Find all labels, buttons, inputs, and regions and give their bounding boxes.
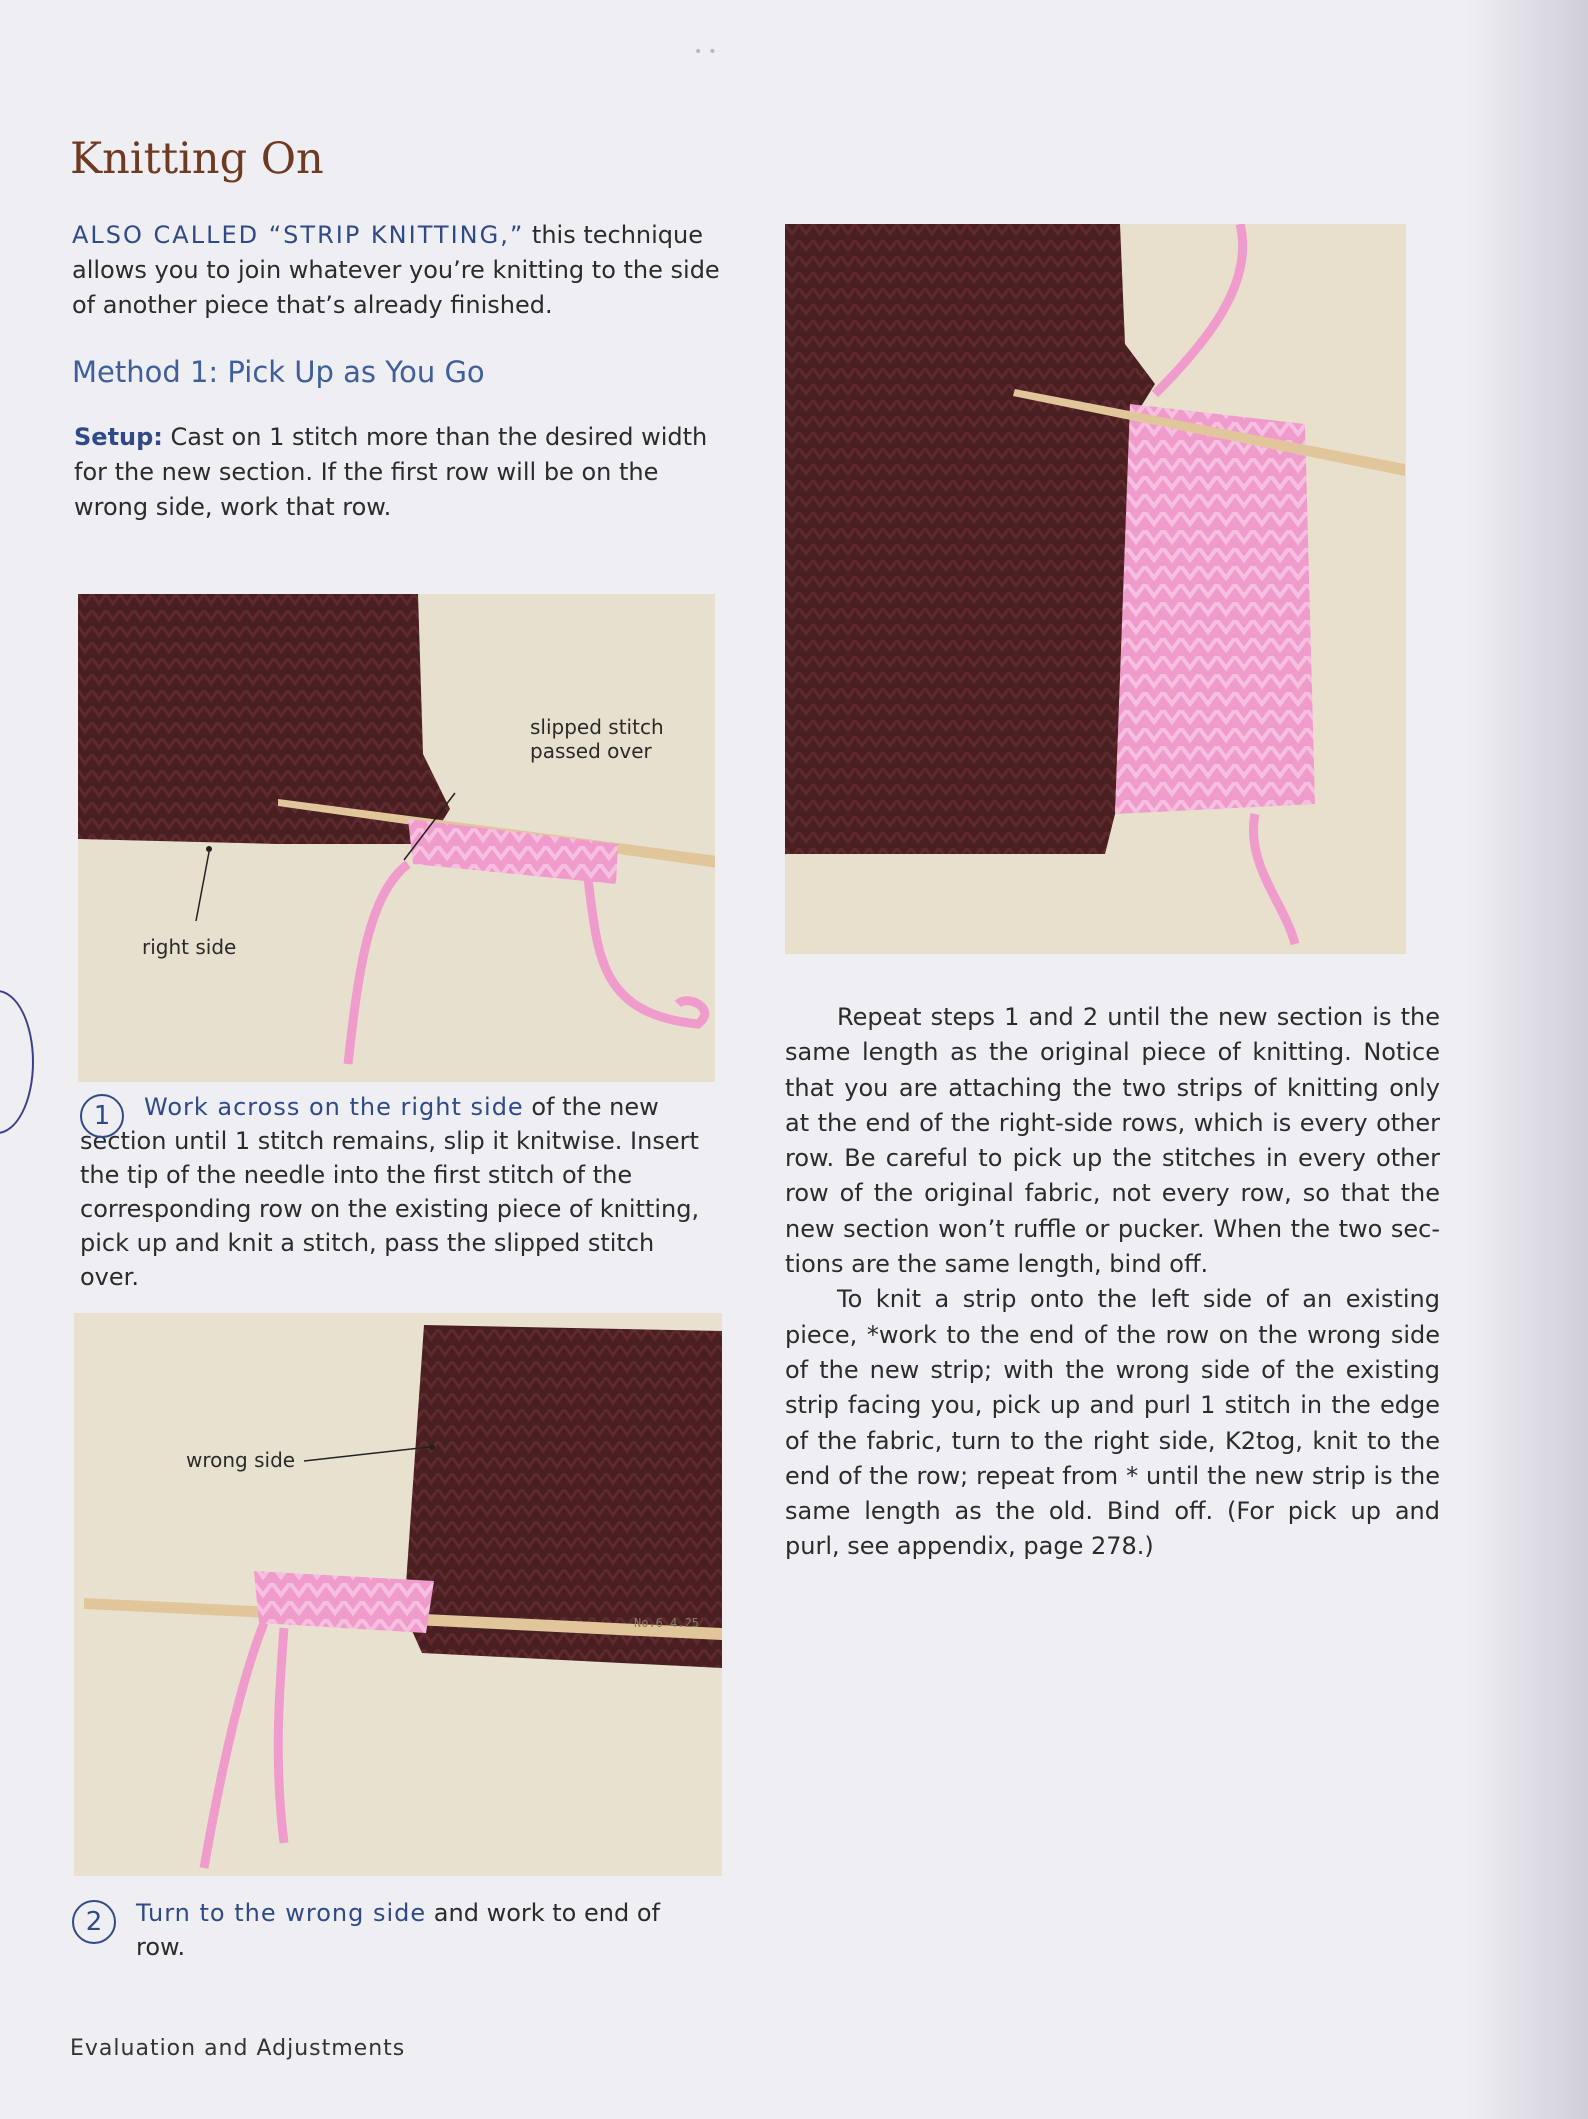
body-paragraph: Repeat steps 1 and 2 until the new section is the same length as the original piece of knitting. Notice that you are attaching the two strips of knitting only at the end of the right-side rows, which is every other row. Be careful to pick up the stitches in every other row of the original fabric, not every row, so that the new section won’t ruffle or pucker. When the two sec-tions are the same length, bind off. [785, 1003, 1440, 1279]
step-number-badge: 2 [72, 1900, 116, 1944]
setup-paragraph [74, 420, 714, 525]
step-1-text: of the new section until 1 stitch remains, slip it knitwise. Insert the tip of the needle into the first stitch of the corresponding row on the existing piece of knitting, pick up and knit a stitch, pass the slipped stitch over. [80, 1093, 700, 1291]
photo-finished-strip [785, 224, 1406, 954]
body-text [785, 1000, 1440, 1565]
page-title: Knitting On [70, 134, 324, 184]
binding-tab-arc [0, 990, 34, 1134]
intro-paragraph [72, 218, 722, 323]
needle-size-mark: No.6 4.25 [634, 1616, 700, 1630]
intro-text: this technique allows you to join whatever you’re knitting to the side of another piece that’s already finished. [72, 221, 720, 319]
body-paragraph: To knit a strip onto the left side of an existing piece, *work to the end of the row on the wrong side of the new strip; with the wrong side of the existing strip facing you, pick up and purl 1 stitch in the edge of the fabric, turn to the right side, K2tog, knit to the end of the row; repeat from * until the new strip is the same length as the old. Bind off. (For pick up and purl, see appendix, page 278.) [785, 1285, 1440, 1561]
step-2-lead: Turn to the wrong side [136, 1899, 427, 1927]
page-marker: •• [694, 44, 723, 60]
method-heading: Method 1: Pick Up as You Go [72, 355, 485, 389]
step-number-badge: 1 [80, 1094, 124, 1138]
callout-wrong-side: wrong side [186, 1448, 296, 1472]
setup-text: Cast on 1 stitch more than the desired width for the new section. If the first row will be on the wrong side, work that row. [74, 423, 708, 521]
step-2-text: and work to end of row. [136, 1899, 660, 1961]
callout-slipped-stitch: slipped stitch passed over [530, 715, 664, 763]
callout-right-side: right side [142, 935, 237, 959]
photo-step-1 [78, 594, 715, 1082]
setup-label: Setup: [74, 423, 163, 451]
photo-step-2 [74, 1313, 722, 1876]
step-1 [80, 1090, 720, 1294]
step-1-lead: Work across on the right side [144, 1093, 524, 1121]
intro-lead: ALSO CALLED “STRIP KNITTING,” [72, 221, 525, 249]
step-2 [72, 1896, 672, 1964]
running-footer: Evaluation and Adjustments [70, 2036, 406, 2061]
page-edge-shadow [1468, 0, 1588, 2119]
